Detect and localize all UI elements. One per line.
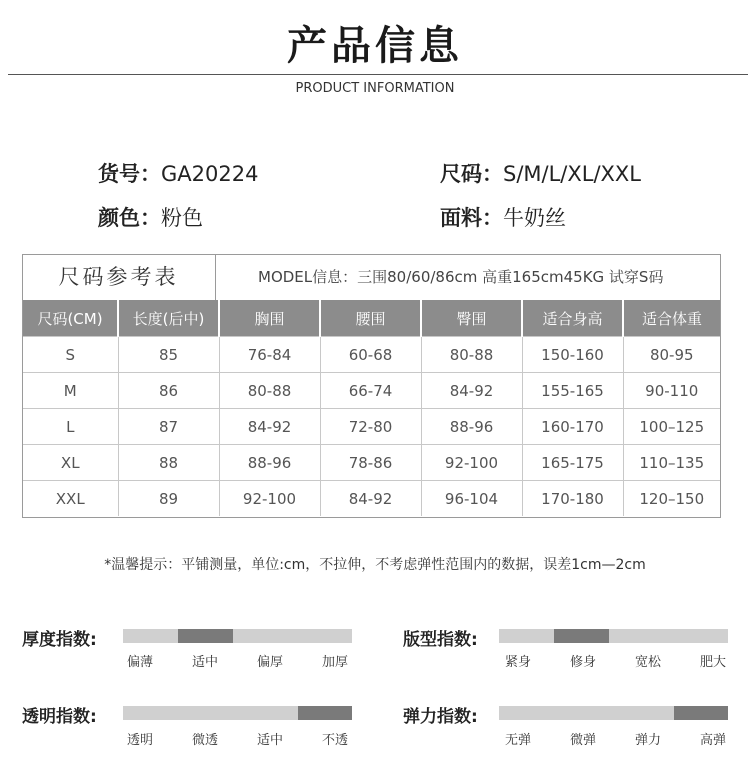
table-row (23, 481, 720, 517)
table-cell: 160-170 (522, 409, 623, 445)
info-label: 尺码： (440, 162, 503, 186)
thickness-index-marker (178, 629, 232, 643)
table-cell: 72-80 (320, 409, 421, 445)
table-cell: 100–125 (623, 409, 720, 445)
table-cell: 87 (118, 409, 219, 445)
measurement-note: *温馨提示：平铺测量，单位:cm，不拉伸，不考虑弹性范围内的数据，误差1cm—2cm (104, 557, 646, 573)
info-fabric (440, 202, 566, 232)
elasticity-index-bar (499, 706, 728, 720)
info-color (98, 202, 203, 232)
page-subtitle: PRODUCT INFORMATION (295, 81, 455, 96)
table-cell: M (23, 373, 118, 409)
table-cell: 170-180 (522, 481, 623, 517)
table-cell: 89 (118, 481, 219, 517)
table-cell: 110–135 (623, 445, 720, 481)
table-header-row (23, 300, 720, 337)
table-cell: 80-88 (421, 337, 522, 373)
title-divider (8, 74, 748, 75)
column-header: 适合体重 (623, 300, 720, 337)
table-cell: 90-110 (623, 373, 720, 409)
size-table-title: 尺码参考表 (22, 254, 216, 300)
table-cell: 120–150 (623, 481, 720, 517)
column-header: 臀围 (421, 300, 522, 337)
table-row (23, 337, 720, 373)
thickness-index-bar (123, 629, 352, 643)
table-cell: 76-84 (219, 337, 320, 373)
table-cell: 88-96 (421, 409, 522, 445)
table-cell: 92-100 (421, 445, 522, 481)
info-value: 粉色 (161, 206, 203, 230)
table-cell: 165-175 (522, 445, 623, 481)
elasticity-tick: 高弹 (699, 733, 726, 748)
table-cell: XL (23, 445, 118, 481)
column-header: 尺码(CM) (23, 300, 118, 337)
transparency-index-marker (298, 706, 352, 720)
fit-tick: 宽松 (634, 655, 661, 670)
table-cell: 85 (118, 337, 219, 373)
table-cell: 78-86 (320, 445, 421, 481)
info-label: 颜色： (98, 206, 161, 230)
table-cell: 96-104 (421, 481, 522, 517)
table-cell: 84-92 (320, 481, 421, 517)
thickness-index-label: 厚度指数: (22, 630, 97, 650)
table-row (23, 445, 720, 481)
table-cell: 88 (118, 445, 219, 481)
info-label: 货号： (98, 162, 161, 186)
page-title: 产品信息 (287, 23, 463, 69)
fit-index-bar (499, 629, 728, 643)
fit-tick: 修身 (569, 655, 596, 670)
table-cell: 88-96 (219, 445, 320, 481)
transparency-tick: 微透 (191, 733, 218, 748)
info-label: 面料： (440, 206, 503, 230)
transparency-index-bar (123, 706, 352, 720)
transparency-tick: 透明 (126, 733, 153, 748)
thickness-tick: 偏薄 (126, 655, 153, 670)
elasticity-tick: 无弹 (504, 733, 531, 748)
table-cell: 80-95 (623, 337, 720, 373)
transparency-tick: 适中 (256, 733, 283, 748)
info-item-number (98, 158, 258, 188)
info-value: S/M/L/XL/XXL (503, 162, 642, 186)
table-cell: 155-165 (522, 373, 623, 409)
table-cell: 92-100 (219, 481, 320, 517)
table-row (23, 373, 720, 409)
elasticity-tick: 弹力 (634, 733, 661, 748)
elasticity-tick: 微弹 (569, 733, 596, 748)
table-cell: 84-92 (421, 373, 522, 409)
elasticity-index-label: 弹力指数: (403, 707, 478, 727)
elasticity-index-marker (674, 706, 728, 720)
thickness-tick: 加厚 (321, 655, 348, 670)
table-cell: 80-88 (219, 373, 320, 409)
column-header: 腰围 (320, 300, 421, 337)
table-cell: 84-92 (219, 409, 320, 445)
column-header: 长度(后中) (118, 300, 219, 337)
transparency-tick: 不透 (321, 733, 348, 748)
table-cell: 66-74 (320, 373, 421, 409)
table-cell: 60-68 (320, 337, 421, 373)
column-header: 适合身高 (522, 300, 623, 337)
transparency-index-label: 透明指数: (22, 707, 97, 727)
table-cell: S (23, 337, 118, 373)
table-row (23, 409, 720, 445)
table-cell: XXL (23, 481, 118, 517)
size-table (23, 300, 720, 516)
table-cell: 150-160 (522, 337, 623, 373)
fit-tick: 紧身 (504, 655, 531, 670)
thickness-tick: 适中 (191, 655, 218, 670)
info-value: GA20224 (161, 162, 259, 186)
table-cell: L (23, 409, 118, 445)
fit-index-label: 版型指数: (403, 630, 478, 650)
model-info: MODEL信息：三围80/60/86cm 高重165cm45KG 试穿S码 (258, 268, 664, 286)
column-header: 胸围 (219, 300, 320, 337)
fit-index-marker (554, 629, 608, 643)
table-cell: 86 (118, 373, 219, 409)
thickness-tick: 偏厚 (256, 655, 283, 670)
fit-tick: 肥大 (699, 655, 726, 670)
info-sizes (440, 158, 641, 188)
info-value: 牛奶丝 (503, 206, 566, 230)
